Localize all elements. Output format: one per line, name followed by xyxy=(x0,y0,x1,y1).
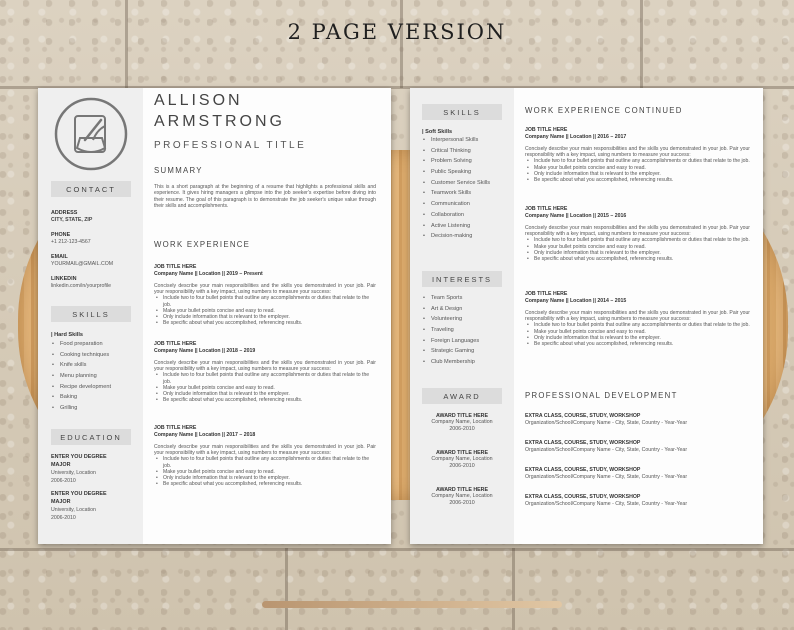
section-summary: SUMMARY xyxy=(154,166,203,175)
list-item: • Make your bullet points concise and easy to read. xyxy=(525,329,750,335)
list-item: • Cooking techniques xyxy=(51,352,111,363)
name-last: ARMSTRONG xyxy=(154,113,285,130)
course-detail: Organization/School/Company Name - City, State, Country - Year-Year xyxy=(525,420,688,426)
list-item: • Only include information that is relevant to the employer. xyxy=(525,250,750,256)
tile-seam xyxy=(285,548,288,630)
soft-skills-heading: | Soft Skills xyxy=(422,129,453,135)
job-bullets xyxy=(154,372,376,403)
list-item: • Menu planning xyxy=(51,373,111,384)
job-title: JOB TITLE HERE xyxy=(525,206,568,212)
email-label: EMAIL xyxy=(51,254,68,260)
list-item: • Only include information that is relevant to the employer. xyxy=(154,314,376,320)
major: MAJOR xyxy=(51,499,71,505)
job-description: Concisely describe your main responsibilities and the skills you demonstrated in your job. Pair your responsibility with a key impact, using numbers to measure your success: xyxy=(154,283,376,296)
list-item: • Include two to four bullet points that outline any accomplishments or duties that relate to the job. xyxy=(154,372,376,384)
list-item: • Active Listening xyxy=(422,223,490,234)
job-bullets xyxy=(525,158,750,183)
award-years: 2006-2010 xyxy=(449,426,475,432)
development-entry xyxy=(525,494,687,508)
award-title: AWARD TITLE HERE xyxy=(435,450,489,456)
list-item: • Be specific about what you accomplished, referencing results. xyxy=(525,256,750,262)
list-item: • Be specific about what you accomplished, referencing results. xyxy=(154,320,376,326)
list-item: • Include two to four bullet points that outline any accomplishments or duties that relate to the job. xyxy=(154,456,376,468)
award-company: Company Name, Location xyxy=(431,456,493,462)
headline: 2 PAGE VERSION xyxy=(287,20,507,44)
job-description: Concisely describe your main responsibilities and the skills you demonstrated in your job. Pair your responsibility with a key impact, using numbers to measure your success: xyxy=(154,444,376,457)
list-item: • Include two to four bullet points that outline any accomplishments or duties that relate to the job. xyxy=(154,295,376,307)
list-item: • Teamwork Skills xyxy=(422,190,490,201)
list-item: • Baking xyxy=(51,394,111,405)
list-item: • Be specific about what you accomplished, referencing results. xyxy=(525,177,750,183)
job-company: Company Name || Location || 2017 – 2018 xyxy=(154,432,256,438)
list-item: • Grilling xyxy=(51,405,111,416)
list-item: • Interpersonal Skills xyxy=(422,137,490,148)
phone-label: PHONE xyxy=(51,232,71,238)
development-entry xyxy=(525,440,687,454)
job-company: Company Name || Location || 2019 – Present xyxy=(154,271,263,277)
course-title: EXTRA CLASS, COURSE, STUDY, WORKSHOP xyxy=(525,494,641,500)
major: MAJOR xyxy=(51,462,71,468)
job-bullets xyxy=(525,322,750,347)
hard-skills-list xyxy=(51,341,111,416)
list-item: • Decision-making xyxy=(422,233,490,244)
development-entry xyxy=(525,413,687,427)
job-title: JOB TITLE HERE xyxy=(154,425,197,431)
course-detail: Organization/School/Company Name - City, State, Country - Year-Year xyxy=(525,474,688,480)
phone-value: +1 212-123-4567 xyxy=(51,239,91,245)
course-title: EXTRA CLASS, COURSE, STUDY, WORKSHOP xyxy=(525,467,641,473)
list-item: • Be specific about what you accomplished, referencing results. xyxy=(525,341,750,347)
list-item: • Traveling xyxy=(422,327,479,338)
pencil xyxy=(262,601,562,608)
list-item: • Collaboration xyxy=(422,212,490,223)
list-item: • Only include information that is relevant to the employer. xyxy=(525,335,750,341)
list-item: • Recipe development xyxy=(51,384,111,395)
list-item: • Be specific about what you accomplished, referencing results. xyxy=(154,397,376,403)
job-description: Concisely describe your main responsibilities and the skills you demonstrated in your job. Pair your responsibility with a key impact, using numbers to measure your success: xyxy=(525,310,750,323)
course-detail: Organization/School/Company Name - City, State, Country - Year-Year xyxy=(525,447,688,453)
section-award: AWARD xyxy=(422,388,502,404)
job-description: Concisely describe your main responsibilities and the skills you demonstrated in your job. Pair your responsibility with a key impact, using numbers to measure your success: xyxy=(525,225,750,238)
list-item: • Problem Solving xyxy=(422,158,490,169)
section-skills: SKILLS xyxy=(51,306,131,322)
hard-skills-heading: | Hard Skills xyxy=(51,332,84,338)
tile-seam xyxy=(400,0,403,88)
list-item: • Be specific about what you accomplished, referencing results. xyxy=(154,481,376,487)
professional-title: PROFESSIONAL TITLE xyxy=(154,140,307,151)
resume-page-1 xyxy=(38,88,391,544)
list-item: • Strategic Gaming xyxy=(422,348,479,359)
award-entry xyxy=(421,450,503,470)
list-item: • Make your bullet points concise and easy to read. xyxy=(154,308,376,314)
list-item: • Only include information that is relevant to the employer. xyxy=(154,475,376,481)
job-entry xyxy=(525,291,750,347)
job-description: Concisely describe your main responsibilities and the skills you demonstrated in your job. Pair your responsibility with a key impact, using numbers to measure your success: xyxy=(525,146,750,159)
tile-seam xyxy=(512,548,515,630)
job-entry xyxy=(154,264,376,326)
list-item: • Volunteering xyxy=(422,316,479,327)
tile-seam xyxy=(640,0,643,88)
job-company: Company Name || Location || 2018 – 2019 xyxy=(154,348,256,354)
linkedin-value: linkedin.com/in/yourprofile xyxy=(51,283,111,289)
school: University, Location xyxy=(51,470,96,476)
job-title: JOB TITLE HERE xyxy=(154,264,197,270)
list-item: • Art & Design xyxy=(422,306,479,317)
course-detail: Organization/School/Company Name - City, State, Country - Year-Year xyxy=(525,501,688,507)
list-item: • Food preparation xyxy=(51,341,111,352)
job-entry xyxy=(525,206,750,262)
list-item: • Foreign Languages xyxy=(422,338,479,349)
job-company: Company Name || Location || 2015 – 2016 xyxy=(525,213,627,219)
summary-text: This is a short paragraph at the beginning of a resume that highlights a professional skills and experience. It gives hiring managers a glimpse into the job seeker's expertise before diving into their resume. The goal of this paragraph is to demonstrate the job seeker's unique value through their skills and accomplishments. xyxy=(154,184,376,209)
tile-seam xyxy=(125,0,128,88)
list-item: • Team Sports xyxy=(422,295,479,306)
award-years: 2006-2010 xyxy=(449,500,475,506)
chef-logo-icon xyxy=(53,96,129,172)
job-title: JOB TITLE HERE xyxy=(154,341,197,347)
job-entry xyxy=(154,425,376,487)
list-item: • Critical Thinking xyxy=(422,148,490,159)
list-item: • Only include information that is relevant to the employer. xyxy=(525,171,750,177)
list-item: • Club Membership xyxy=(422,359,479,370)
section-professional-development: PROFESSIONAL DEVELOPMENT xyxy=(525,391,678,400)
list-item: • Communication xyxy=(422,201,490,212)
tile-seam xyxy=(0,548,794,551)
years: 2006-2010 xyxy=(51,515,76,521)
list-item: • Make your bullet points concise and easy to read. xyxy=(154,385,376,391)
job-company: Company Name || Location || 2016 – 2017 xyxy=(525,134,627,140)
job-title: JOB TITLE HERE xyxy=(525,127,568,133)
job-bullets xyxy=(154,456,376,487)
section-contact: CONTACT xyxy=(51,181,131,197)
list-item: • Public Speaking xyxy=(422,169,490,180)
award-company: Company Name, Location xyxy=(431,419,493,425)
award-years: 2006-2010 xyxy=(449,463,475,469)
list-item: • Include two to four bullet points that outline any accomplishments or duties that relate to the job. xyxy=(525,158,750,164)
course-title: EXTRA CLASS, COURSE, STUDY, WORKSHOP xyxy=(525,440,641,446)
address-label: ADDRESS xyxy=(51,210,78,216)
list-item: • Make your bullet points concise and easy to read. xyxy=(525,244,750,250)
list-item: • Only include information that is relevant to the employer. xyxy=(154,391,376,397)
resume-page-2 xyxy=(410,88,763,544)
award-title: AWARD TITLE HERE xyxy=(435,413,489,419)
award-company: Company Name, Location xyxy=(431,493,493,499)
development-entry xyxy=(525,467,687,481)
years: 2006-2010 xyxy=(51,478,76,484)
job-company: Company Name || Location || 2014 – 2015 xyxy=(525,298,627,304)
section-education: EDUCATION xyxy=(51,429,131,445)
job-description: Concisely describe your main responsibilities and the skills you demonstrated in your job. Pair your responsibility with a key impact, using numbers to measure your success: xyxy=(154,360,376,373)
job-bullets xyxy=(154,295,376,326)
list-item: • Knife skills xyxy=(51,362,111,373)
interests-list xyxy=(422,295,479,370)
list-item: • Include two to four bullet points that outline any accomplishments or duties that relate to the job. xyxy=(525,237,750,243)
email-value: YOURMAIL@GMAIL.COM xyxy=(51,261,114,267)
job-entry xyxy=(525,127,750,183)
section-skills: SKILLS xyxy=(422,104,502,120)
name-first: ALLISON xyxy=(154,92,243,109)
list-item: • Customer Service Skills xyxy=(422,180,490,191)
award-entry xyxy=(421,487,503,507)
job-title: JOB TITLE HERE xyxy=(525,291,568,297)
section-work-experience-continued: WORK EXPERIENCE CONTINUED xyxy=(525,106,683,115)
job-entry xyxy=(154,341,376,403)
degree: ENTER YOU DEGREE xyxy=(51,454,107,460)
soft-skills-list xyxy=(422,137,490,244)
list-item: • Include two to four bullet points that outline any accomplishments or duties that relate to the job. xyxy=(525,322,750,328)
course-title: EXTRA CLASS, COURSE, STUDY, WORKSHOP xyxy=(525,413,641,419)
award-title: AWARD TITLE HERE xyxy=(435,487,489,493)
school: University, Location xyxy=(51,507,96,513)
section-work-experience: WORK EXPERIENCE xyxy=(154,240,251,249)
list-item: • Make your bullet points concise and easy to read. xyxy=(154,469,376,475)
address-value: CITY, STATE, ZIP xyxy=(51,217,93,223)
award-entry xyxy=(421,413,503,433)
linkedin-label: LINKEDIN xyxy=(51,276,77,282)
section-interests: INTERESTS xyxy=(422,271,502,287)
list-item: • Make your bullet points concise and easy to read. xyxy=(525,165,750,171)
degree: ENTER YOU DEGREE xyxy=(51,491,107,497)
job-bullets xyxy=(525,237,750,262)
